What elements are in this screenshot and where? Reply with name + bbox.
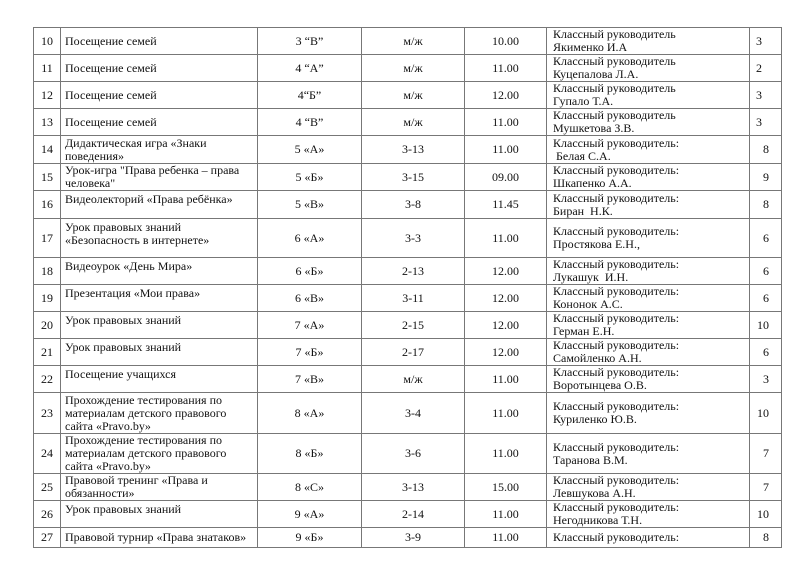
room: 3-15 — [362, 164, 465, 191]
room: 3-13 — [362, 136, 465, 164]
time: 11.00 — [465, 528, 547, 548]
responsible-person: Лукашук И.Н. — [553, 270, 629, 284]
responsible — [547, 164, 750, 191]
event-name: Посещение семей — [61, 28, 258, 55]
class-name: 5 «В» — [258, 191, 362, 219]
table-row — [34, 28, 782, 55]
responsible — [547, 82, 750, 109]
room: м/ж — [362, 109, 465, 136]
class-name: 3 “В” — [258, 28, 362, 55]
time: 12.00 — [465, 285, 547, 312]
row-number: 26 — [34, 501, 61, 528]
class-name: 8 «Б» — [258, 434, 362, 474]
responsible — [547, 366, 750, 393]
responsible-person: Якименко И.А — [553, 40, 628, 54]
row-number: 11 — [34, 55, 61, 82]
class-name: 4“Б” — [258, 82, 362, 109]
responsible-person: Куриленко Ю.В. — [553, 412, 637, 426]
participant-count: 8 — [750, 528, 782, 548]
participant-count: 8 — [750, 136, 782, 164]
class-name: 6 «В» — [258, 285, 362, 312]
room: м/ж — [362, 366, 465, 393]
room: 3-4 — [362, 393, 465, 434]
responsible-role: Классный руководитель — [553, 81, 676, 95]
time: 12.00 — [465, 82, 547, 109]
responsible — [547, 312, 750, 339]
responsible-role: Классный руководитель: — [553, 190, 680, 205]
event-name: Посещение семей — [61, 55, 258, 82]
class-name: 5 «Б» — [258, 164, 362, 191]
responsible-person: Самойленко А.Н. — [553, 351, 642, 365]
responsible — [547, 28, 750, 55]
event-name: Урок правовых знаний — [61, 312, 258, 339]
participant-count: 10 — [750, 312, 782, 339]
class-name: 7 «Б» — [258, 339, 362, 366]
table-row — [34, 366, 782, 393]
participant-count: 8 — [750, 191, 782, 219]
class-name: 8 «А» — [258, 393, 362, 434]
event-name: Посещение семей — [61, 109, 258, 136]
participant-count: 2 — [750, 55, 782, 82]
participant-count: 6 — [750, 285, 782, 312]
room: 3-6 — [362, 434, 465, 474]
class-name: 9 «Б» — [258, 528, 362, 548]
responsible-person: Простякова Е.Н., — [553, 237, 640, 251]
responsible — [547, 109, 750, 136]
time: 11.00 — [465, 501, 547, 528]
responsible-person: Воротынцева О.В. — [553, 378, 647, 392]
room: 3-3 — [362, 219, 465, 258]
participant-count: 7 — [750, 474, 782, 501]
responsible — [547, 55, 750, 82]
responsible-person: Белая С.А. — [553, 148, 611, 163]
responsible-role: Классный руководитель: — [553, 399, 680, 413]
responsible-role: Классный руководитель: — [553, 284, 680, 298]
responsible — [547, 191, 750, 219]
responsible — [547, 219, 750, 258]
responsible-person: Негодникова Т.Н. — [553, 513, 643, 527]
row-number: 15 — [34, 164, 61, 191]
responsible-role: Классный руководитель: — [553, 530, 680, 544]
class-name: 4 “В” — [258, 109, 362, 136]
time: 11.00 — [465, 109, 547, 136]
responsible-person: Гупало Т.А. — [553, 94, 614, 108]
class-name: 7 «А» — [258, 312, 362, 339]
responsible-person: Куцепалова Л.А. — [553, 67, 639, 81]
room: м/ж — [362, 82, 465, 109]
row-number: 10 — [34, 28, 61, 55]
time: 15.00 — [465, 474, 547, 501]
responsible-role: Классный руководитель: — [553, 439, 680, 454]
table-row — [34, 164, 782, 191]
participant-count: 10 — [750, 501, 782, 528]
participant-count: 3 — [750, 366, 782, 393]
table-row — [34, 434, 782, 474]
event-name: Правовой турнир «Права знатаков» — [61, 528, 258, 548]
event-name: Презентация «Мои права» — [61, 285, 258, 312]
class-name: 9 «А» — [258, 501, 362, 528]
time: 11.00 — [465, 393, 547, 434]
time: 11.00 — [465, 55, 547, 82]
room: 3-13 — [362, 474, 465, 501]
participant-count: 3 — [750, 28, 782, 55]
event-name: Видеолекторий «Права ребёнка» — [61, 191, 258, 219]
row-number: 17 — [34, 219, 61, 258]
row-number: 25 — [34, 474, 61, 501]
time: 10.00 — [465, 28, 547, 55]
responsible-person: Мушкетова З.В. — [553, 121, 635, 135]
participant-count: 7 — [750, 434, 782, 474]
responsible-person: Шкапенко А.А. — [553, 176, 632, 190]
time: 11.00 — [465, 366, 547, 393]
participant-count: 3 — [750, 82, 782, 109]
table-row — [34, 109, 782, 136]
responsible-role: Классный руководитель: — [553, 338, 680, 352]
row-number: 12 — [34, 82, 61, 109]
event-name: Урок-игра "Права ребенка – права человека" — [61, 164, 258, 191]
event-name: Дидактическая игра «Знаки поведения» — [61, 136, 258, 164]
table-row — [34, 258, 782, 285]
event-name: Посещение семей — [61, 82, 258, 109]
event-name: Прохождение тестирования по материалам детского правового сайта «Pravo.by» — [61, 434, 258, 474]
responsible — [547, 258, 750, 285]
room: 2-17 — [362, 339, 465, 366]
table-row — [34, 82, 782, 109]
row-number: 21 — [34, 339, 61, 366]
responsible — [547, 339, 750, 366]
time: 09.00 — [465, 164, 547, 191]
class-name: 7 «В» — [258, 366, 362, 393]
time: 12.00 — [465, 312, 547, 339]
class-name: 5 «А» — [258, 136, 362, 164]
row-number: 20 — [34, 312, 61, 339]
event-name: Урок правовых знаний — [61, 501, 258, 528]
time: 11.45 — [465, 191, 547, 219]
room: 3-9 — [362, 528, 465, 548]
participant-count: 6 — [750, 219, 782, 258]
table-row — [34, 528, 782, 548]
row-number: 24 — [34, 434, 61, 474]
table-row — [34, 339, 782, 366]
time: 12.00 — [465, 258, 547, 285]
time: 11.00 — [465, 219, 547, 258]
participant-count: 10 — [750, 393, 782, 434]
room: 3-8 — [362, 191, 465, 219]
event-name: Прохождение тестирования по материалам детского правового сайта «Pravo.by» — [61, 393, 258, 434]
table-row — [34, 136, 782, 164]
responsible-role: Классный руководитель: — [553, 311, 680, 325]
row-number: 13 — [34, 109, 61, 136]
event-name: Урок правовых знаний — [61, 339, 258, 366]
responsible-role: Классный руководитель: — [553, 473, 680, 487]
responsible-role: Классный руководитель — [553, 108, 676, 122]
row-number: 14 — [34, 136, 61, 164]
event-name: Видеоурок «День Мира» — [61, 258, 258, 285]
responsible-role: Классный руководитель: — [553, 500, 680, 514]
class-name: 8 «С» — [258, 474, 362, 501]
table-row — [34, 191, 782, 219]
responsible — [547, 501, 750, 528]
room: 2-15 — [362, 312, 465, 339]
responsible-person: Левшукова А.Н. — [553, 486, 636, 500]
row-number: 16 — [34, 191, 61, 219]
class-name: 4 “А” — [258, 55, 362, 82]
row-number: 23 — [34, 393, 61, 434]
responsible-person: Биран Н.К. — [553, 203, 613, 218]
responsible-role: Классный руководитель: — [553, 135, 680, 150]
row-number: 18 — [34, 258, 61, 285]
responsible — [547, 474, 750, 501]
responsible-role: Классный руководитель: — [553, 365, 680, 379]
table-row — [34, 501, 782, 528]
responsible — [547, 136, 750, 164]
responsible-role: Классный руководитель: — [553, 224, 680, 238]
room: 3-11 — [362, 285, 465, 312]
class-name: 6 «Б» — [258, 258, 362, 285]
table-row — [34, 474, 782, 501]
room: 2-13 — [362, 258, 465, 285]
time: 11.00 — [465, 136, 547, 164]
row-number: 27 — [34, 528, 61, 548]
responsible-person: Кононок А.С. — [553, 297, 623, 311]
row-number: 19 — [34, 285, 61, 312]
table-row — [34, 393, 782, 434]
responsible-role: Классный руководитель: — [553, 257, 680, 271]
events-table — [33, 27, 782, 548]
responsible-role: Классный руководитель — [553, 27, 676, 41]
event-name: Посещение учащихся — [61, 366, 258, 393]
responsible — [547, 434, 750, 474]
table-row — [34, 55, 782, 82]
class-name: 6 «А» — [258, 219, 362, 258]
participant-count: 9 — [750, 164, 782, 191]
time: 11.00 — [465, 434, 547, 474]
participant-count: 6 — [750, 258, 782, 285]
table-row — [34, 285, 782, 312]
responsible-person: Герман Е.Н. — [553, 324, 615, 338]
table-row — [34, 312, 782, 339]
responsible-person: Таранова В.М. — [553, 452, 628, 467]
responsible — [547, 285, 750, 312]
responsible — [547, 528, 750, 548]
responsible — [547, 393, 750, 434]
participant-count: 3 — [750, 109, 782, 136]
table-row — [34, 219, 782, 258]
row-number: 22 — [34, 366, 61, 393]
event-name: Правовой тренинг «Права и обязанности» — [61, 474, 258, 501]
room: 2-14 — [362, 501, 465, 528]
room: м/ж — [362, 28, 465, 55]
room: м/ж — [362, 55, 465, 82]
participant-count: 6 — [750, 339, 782, 366]
responsible-role: Классный руководитель — [553, 54, 676, 68]
event-name: Урок правовых знаний «Безопасность в интернете» — [61, 219, 258, 258]
time: 12.00 — [465, 339, 547, 366]
responsible-role: Классный руководитель: — [553, 163, 680, 177]
